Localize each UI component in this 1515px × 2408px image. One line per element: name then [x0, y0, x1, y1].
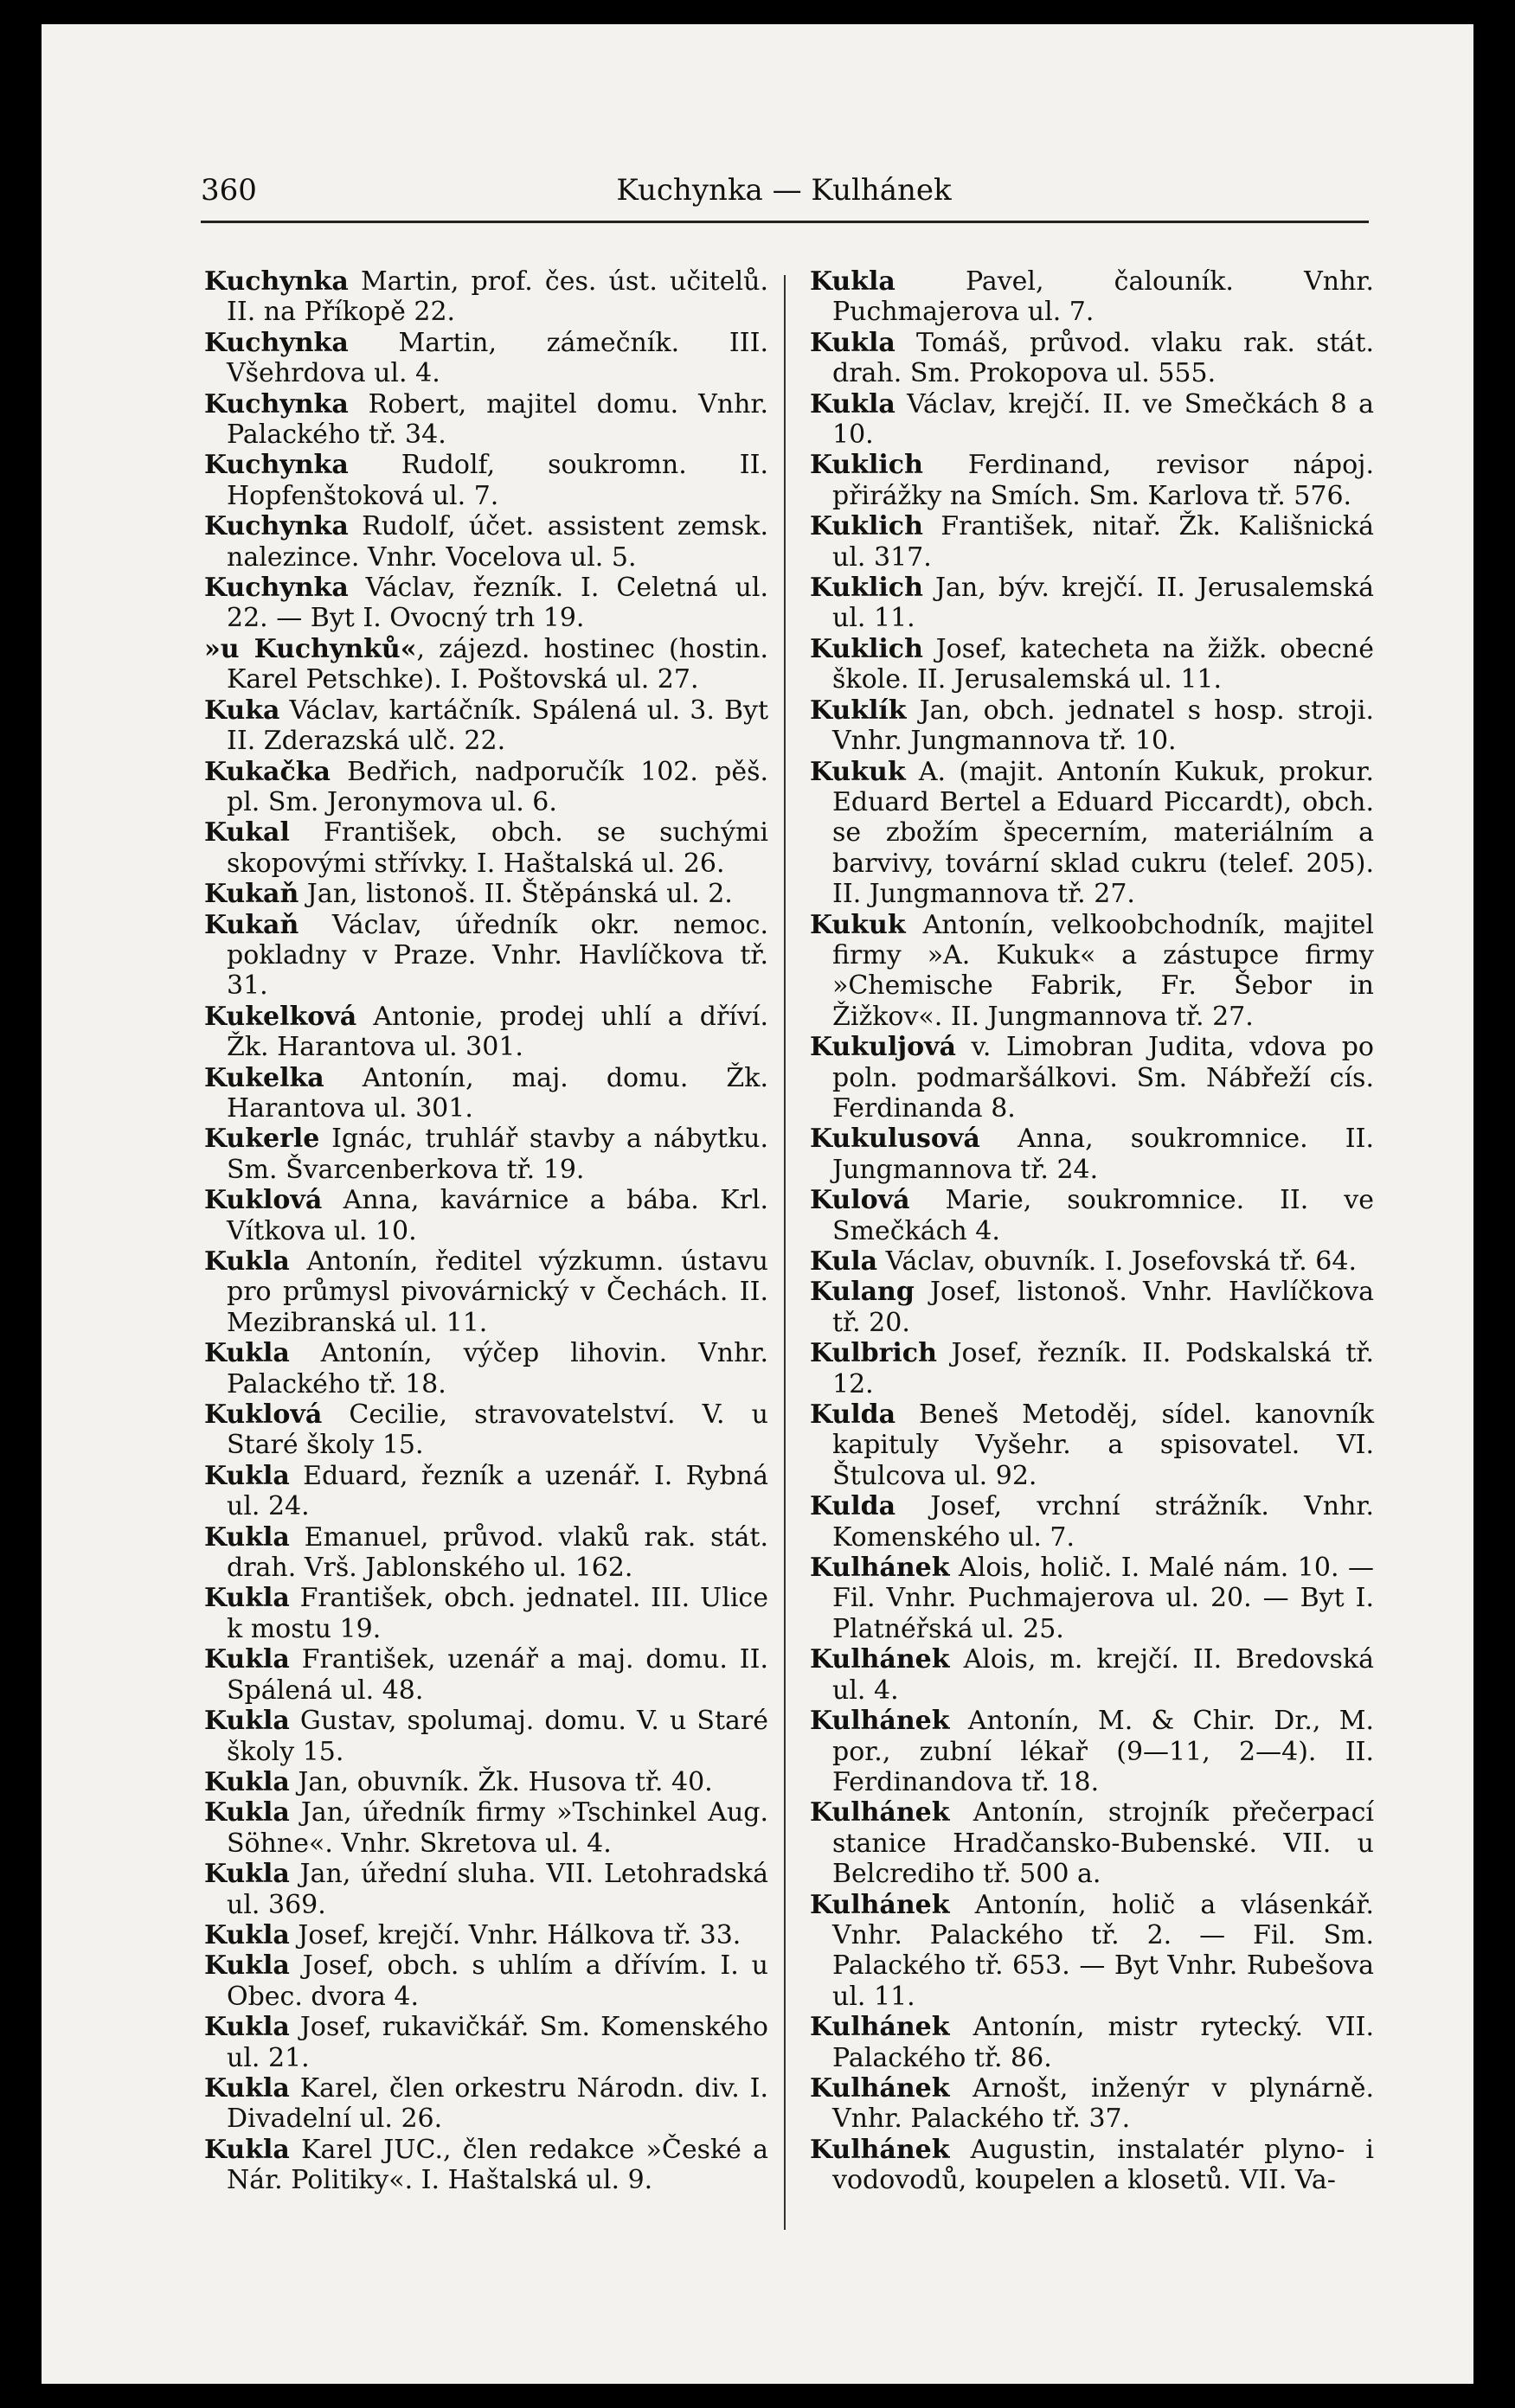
directory-entry — [204, 2073, 768, 2135]
entry-surname: Kukaň — [204, 909, 299, 940]
directory-entry — [204, 1583, 768, 1644]
directory-entry — [204, 1522, 768, 1584]
directory-entry — [204, 1246, 768, 1338]
entry-surname: Kulhánek — [810, 2134, 950, 2165]
entry-surname: Kukelková — [204, 1001, 357, 1032]
entry-surname: Kukaň — [204, 879, 299, 910]
entry-surname: Kula — [810, 1246, 878, 1277]
entry-surname: Kukal — [204, 817, 290, 849]
entry-details: Václav, kartáčník. Spálená ul. 3. Byt II. Zderazská ulč. 22. — [227, 695, 768, 757]
entry-surname: Kukla — [204, 2134, 290, 2165]
directory-entry — [810, 1706, 1374, 1797]
directory-entry — [810, 1553, 1374, 1644]
entry-surname: Kuchynka — [204, 266, 349, 297]
directory-entry — [810, 450, 1374, 511]
entry-surname: Kukla — [204, 1521, 290, 1553]
entry-details: Beneš Metoděj, sídel. kanovník kapituly Vyšehr. a spisovatel. VI. Štulcova ul. 92. — [832, 1399, 1374, 1491]
entry-details: Jan, úřední sluha. VII. Letohradská ul. 369. — [227, 1859, 768, 1920]
directory-entry — [810, 573, 1374, 634]
entry-surname: Kukla — [204, 1583, 290, 1614]
entry-surname: Kulhánek — [810, 1706, 950, 1737]
directory-entry — [204, 1920, 768, 1950]
entry-surname: Kulhánek — [810, 2072, 950, 2104]
entry-details: Rudolf, účet. assistent zemsk. nalezince. Vnhr. Vocelova ul. 5. — [227, 511, 768, 573]
directory-entry — [810, 1399, 1374, 1491]
entry-details: Augustin, instalatér plyno- i vodovodů, koupelen a klosetů. VII. Va- — [832, 2134, 1374, 2196]
entry-details: Tomáš, průvod. vlaku rak. stát. drah. Sm. Prokopova ul. 555. — [832, 327, 1374, 389]
entry-surname: Kulda — [810, 1491, 896, 1522]
directory-entry — [204, 1797, 768, 1859]
entry-details: František, nitař. Žk. Kališnická ul. 317. — [832, 511, 1374, 573]
directory-entry — [810, 2073, 1374, 2135]
entry-surname: Kukulusová — [810, 1124, 980, 1155]
entry-surname: Kuchynka — [204, 327, 349, 358]
entry-details: Václav, řezník. I. Celetná ul. 22. — Byt I. Ovocný trh 19. — [227, 573, 768, 634]
directory-entry — [810, 1277, 1374, 1338]
entry-details: Alois, holič. I. Malé nám. 10. — Fil. Vnhr. Puchmajerova ul. 20. — Byt I. Platnéřská ul. 25. — [832, 1553, 1374, 1644]
directory-entry — [810, 1890, 1374, 2013]
directory-entry — [204, 450, 768, 511]
directory-entry — [810, 757, 1374, 910]
entry-surname: Kuklich — [810, 450, 923, 481]
entry-details: Antonie, prodej uhlí a dříví. Žk. Harantova ul. 301. — [227, 1001, 768, 1063]
entry-details: Václav, úředník okr. nemoc. pokladny v Praze. Vnhr. Havlíčkova tř. 31. — [227, 909, 768, 1002]
entry-details: Josef, vrchní strážník. Vnhr. Komenského ul. 7. — [832, 1491, 1374, 1553]
entry-details: Alois, m. krejčí. II. Bredovská ul. 4. — [832, 1644, 1374, 1706]
entry-surname: Kulová — [810, 1185, 910, 1216]
entry-surname: Kuchynka — [204, 450, 349, 481]
directory-entry — [204, 1124, 768, 1185]
entry-surname: Kukla — [204, 1246, 290, 1277]
entry-surname: Kuchynka — [204, 511, 349, 542]
directory-entry — [204, 1461, 768, 1522]
entry-details: František, obch. jednatel. III. Ulice k mostu 19. — [227, 1583, 768, 1644]
directory-entry — [204, 1644, 768, 1706]
entry-details: Antonín, výčep lihovin. Vnhr. Palackého tř. 18. — [227, 1338, 768, 1399]
directory-entry — [204, 695, 768, 757]
entry-details: Martin, prof. čes. úst. učitelů. II. na Příkopě 22. — [227, 266, 768, 328]
entry-surname: Kuklová — [204, 1185, 323, 1216]
entry-details: Josef, katecheta na žižk. obecné škole. II. Jerusalemská ul. 11. — [832, 633, 1374, 695]
entry-details: Rudolf, soukromn. II. Hopfenštoková ul. 7. — [227, 450, 768, 511]
directory-entry — [810, 1246, 1374, 1277]
directory-entry — [204, 634, 768, 695]
entry-surname: Kuklich — [810, 573, 923, 604]
directory-entry — [204, 1706, 768, 1767]
entry-details: , zájezd. hostinec (hostin. Karel Petschke). I. Poštovská ul. 27. — [227, 633, 769, 695]
directory-entry — [204, 1338, 768, 1399]
entry-details: Václav, obuvník. I. Josefovská tř. 64. — [877, 1246, 1357, 1277]
directory-entry — [204, 2135, 768, 2196]
entry-surname: Kuklich — [810, 511, 923, 542]
directory-entry — [810, 266, 1374, 328]
directory-entry — [810, 695, 1374, 757]
directory-entry — [204, 1185, 768, 1246]
entry-details: Cecilie, stravovatelství. V. u Staré školy 15. — [227, 1399, 768, 1461]
entry-details: A. (majit. Antonín Kukuk, prokur. Eduard Bertel a Eduard Piccardt), obch. se zbožím špecerním, materiálním a barvivy, tovární sklad cukru (telef. 205). II. Jungmannova tř. 27. — [832, 756, 1374, 910]
entry-details: František, uzenář a maj. domu. II. Spálená ul. 48. — [227, 1644, 768, 1706]
entry-surname: Kulhánek — [810, 1797, 950, 1828]
directory-entry — [204, 1767, 768, 1797]
entry-details: Jan, úředník firmy »Tschinkel Aug. Söhne«. Vnhr. Skretova ul. 4. — [227, 1797, 768, 1859]
entry-surname: Kukačka — [204, 756, 331, 787]
entry-details: Josef, krejčí. Vnhr. Hálkova tř. 33. — [289, 1919, 741, 1950]
entry-details: Antonín, strojník přečerpací stanice Hradčansko-Bubenské. VII. u Belcrediho tř. 500 a. — [832, 1797, 1374, 1890]
directory-entry — [204, 511, 768, 573]
entry-details: v. Limobran Judita, vdova po poln. podmaršálkovi. Sm. Nábřeží cís. Ferdinanda 8. — [832, 1032, 1374, 1124]
entry-surname: Kulhánek — [810, 1553, 950, 1584]
entry-details: Anna, soukromnice. II. Jungmannova tř. 24. — [832, 1124, 1374, 1185]
page-number: 360 — [201, 173, 257, 208]
entry-surname: Kukla — [204, 1644, 290, 1675]
entry-details: František, obch. se suchými skopovými střívky. I. Haštalská ul. 26. — [227, 817, 768, 879]
entry-surname: Kulhánek — [810, 1889, 950, 1920]
entry-surname: Kukla — [204, 1859, 290, 1890]
entry-surname: Kuchynka — [204, 573, 349, 604]
entry-details: Karel, člen orkestru Národn. div. I. Divadelní ul. 26. — [227, 2072, 768, 2135]
entry-details: Josef, listonoš. Vnhr. Havlíčkova tř. 20. — [832, 1277, 1374, 1338]
directory-entry — [204, 879, 768, 909]
entry-details: Anna, kavárnice a bába. Krl. Vítkova ul. 10. — [227, 1185, 768, 1246]
entry-details: Antonín, maj. domu. Žk. Harantova ul. 301. — [227, 1062, 768, 1124]
entry-details: Ferdinand, revisor nápoj. přirážky na Smích. Sm. Karlova tř. 576. — [832, 450, 1374, 511]
directory-entry — [204, 2012, 768, 2073]
entry-surname: Kulang — [810, 1277, 915, 1308]
directory-entry — [204, 328, 768, 389]
running-title: Kuchynka — Kulhánek — [616, 173, 952, 208]
directory-entry — [204, 266, 768, 328]
page-header — [201, 173, 1367, 215]
entry-surname: Kukla — [204, 1950, 290, 1982]
entry-surname: Kukuljová — [810, 1032, 956, 1063]
entry-surname: Kukuk — [810, 756, 906, 787]
entry-surname: Kukla — [204, 1338, 290, 1369]
directory-entry — [810, 1032, 1374, 1124]
entry-details: Pavel, čalouník. Vnhr. Puchmajerova ul. 7. — [832, 266, 1374, 328]
directory-entry — [810, 328, 1374, 389]
directory-entry — [810, 1185, 1374, 1246]
entry-details: Eduard, řezník a uzenář. I. Rybná ul. 24. — [227, 1460, 768, 1522]
left-column — [204, 266, 768, 2196]
entry-details: Marie, soukromnice. II. ve Smečkách 4. — [832, 1185, 1374, 1246]
entry-surname: Kukla — [204, 1766, 290, 1797]
entry-surname: Kuklík — [810, 695, 907, 726]
entry-details: Martin, zámečník. III. Všehrdova ul. 4. — [227, 327, 768, 389]
entry-surname: Kukla — [204, 1460, 290, 1491]
directory-entry — [810, 1124, 1374, 1185]
entry-surname: »u Kuchynků« — [204, 633, 417, 664]
entry-surname: Kuklich — [810, 633, 923, 664]
directory-entry — [810, 1491, 1374, 1553]
entry-surname: Kukuk — [810, 909, 906, 940]
entry-surname: Kukla — [204, 1706, 290, 1737]
directory-entry — [810, 2012, 1374, 2073]
entry-details: Bedřich, nadporučík 102. pěš. pl. Sm. Jeronymova ul. 6. — [227, 756, 768, 817]
entry-surname: Kuka — [204, 695, 280, 726]
entry-surname: Kulhánek — [810, 1644, 950, 1675]
entry-surname: Kukla — [204, 1797, 290, 1828]
entry-details: Antonín, mistr rytecký. VII. Palackého tř. 86. — [832, 2012, 1374, 2073]
directory-entry — [810, 910, 1374, 1033]
entry-details: Jan, listonoš. II. Štěpánská ul. 2. — [299, 879, 733, 910]
directory-entry — [810, 1338, 1374, 1399]
directory-entry — [204, 1002, 768, 1063]
entry-details: Jan, obch. jednatel s hosp. stroji. Vnhr. Jungmannova tř. 10. — [832, 695, 1374, 757]
directory-entry — [204, 1950, 768, 2012]
directory-entry — [204, 757, 768, 818]
entry-surname: Kulda — [810, 1399, 896, 1431]
entry-surname: Kukerle — [204, 1124, 320, 1155]
entry-details: Arnošt, inženýr v plynárně. Vnhr. Palackého tř. 37. — [832, 2072, 1374, 2135]
entry-details: Jan, obuvník. Žk. Husova tř. 40. — [289, 1766, 713, 1797]
directory-entry — [204, 1859, 768, 1920]
entry-surname: Kuklová — [204, 1399, 323, 1431]
entry-details: Antonín, velkoobchodník, majitel firmy »A. Kukuk« a zástupce firmy »Chemische Fabrik, Fr. Šebor in Žižkov«. II. Jungmannova tř. 27. — [832, 909, 1374, 1032]
entry-surname: Kulbrich — [810, 1338, 937, 1369]
entry-surname: Kukla — [204, 1919, 290, 1950]
entry-details: Ignác, truhlář stavby a nábytku. Sm. Švarcenberkova tř. 19. — [227, 1124, 768, 1185]
entry-surname: Kulhánek — [810, 2012, 950, 2043]
entry-details: Antonín, holič a vlásenkář. Vnhr. Palackého tř. 2. — Fil. Sm. Palackého tř. 653. — Byt Vnhr. Rubešova ul. 11. — [832, 1889, 1374, 2012]
column-divider — [784, 275, 786, 2230]
directory-entry — [204, 910, 768, 1002]
entry-surname: Kukla — [204, 2012, 290, 2043]
right-column — [810, 266, 1374, 2196]
directory-entry — [204, 573, 768, 634]
entry-details: Josef, řezník. II. Podskalská tř. 12. — [832, 1338, 1374, 1399]
directory-entry — [810, 1797, 1374, 1889]
entry-details: Josef, rukavičkář. Sm. Komenského ul. 21. — [227, 2012, 768, 2073]
directory-entry — [204, 1063, 768, 1124]
entry-details: Antonín, M. & Chir. Dr., M. por., zubní lékař (9—11, 2—4). II. Ferdinandova tř. 18. — [832, 1706, 1374, 1797]
entry-surname: Kuchynka — [204, 388, 349, 419]
entry-details: Emanuel, průvod. vlaků rak. stát. drah. Vrš. Jablonského ul. 162. — [227, 1521, 768, 1584]
directory-entry — [810, 511, 1374, 573]
header-rule — [201, 221, 1369, 223]
directory-entry — [204, 389, 768, 451]
directory-entry — [810, 389, 1374, 451]
directory-entry — [810, 1644, 1374, 1706]
directory-entry — [810, 634, 1374, 695]
entry-details: Robert, majitel domu. Vnhr. Palackého tř. 34. — [227, 388, 768, 451]
entry-surname: Kukla — [810, 388, 896, 419]
entry-surname: Kukla — [810, 327, 896, 358]
entry-details: Václav, krejčí. II. ve Smečkách 8 a 10. — [832, 388, 1374, 451]
entry-details: Jan, býv. krejčí. II. Jerusalemská ul. 11. — [832, 573, 1374, 634]
entry-surname: Kukelka — [204, 1062, 324, 1093]
entry-details: Antonín, ředitel výzkumn. ústavu pro průmysl pivovárnický v Čechách. II. Mezibranská ul. 11. — [227, 1246, 768, 1338]
entry-surname: Kukla — [204, 2072, 290, 2104]
entry-surname: Kukla — [810, 266, 896, 297]
entry-details: Karel JUC., člen redakce »České a Nár. Politiky«. I. Haštalská ul. 9. — [227, 2134, 768, 2196]
entry-details: Josef, obch. s uhlím a dřívím. I. u Obec. dvora 4. — [227, 1950, 768, 2012]
directory-entry — [204, 817, 768, 879]
directory-entry — [204, 1399, 768, 1461]
directory-entry — [810, 2135, 1374, 2196]
entry-details: Gustav, spolumaj. domu. V. u Staré školy 15. — [227, 1706, 768, 1767]
